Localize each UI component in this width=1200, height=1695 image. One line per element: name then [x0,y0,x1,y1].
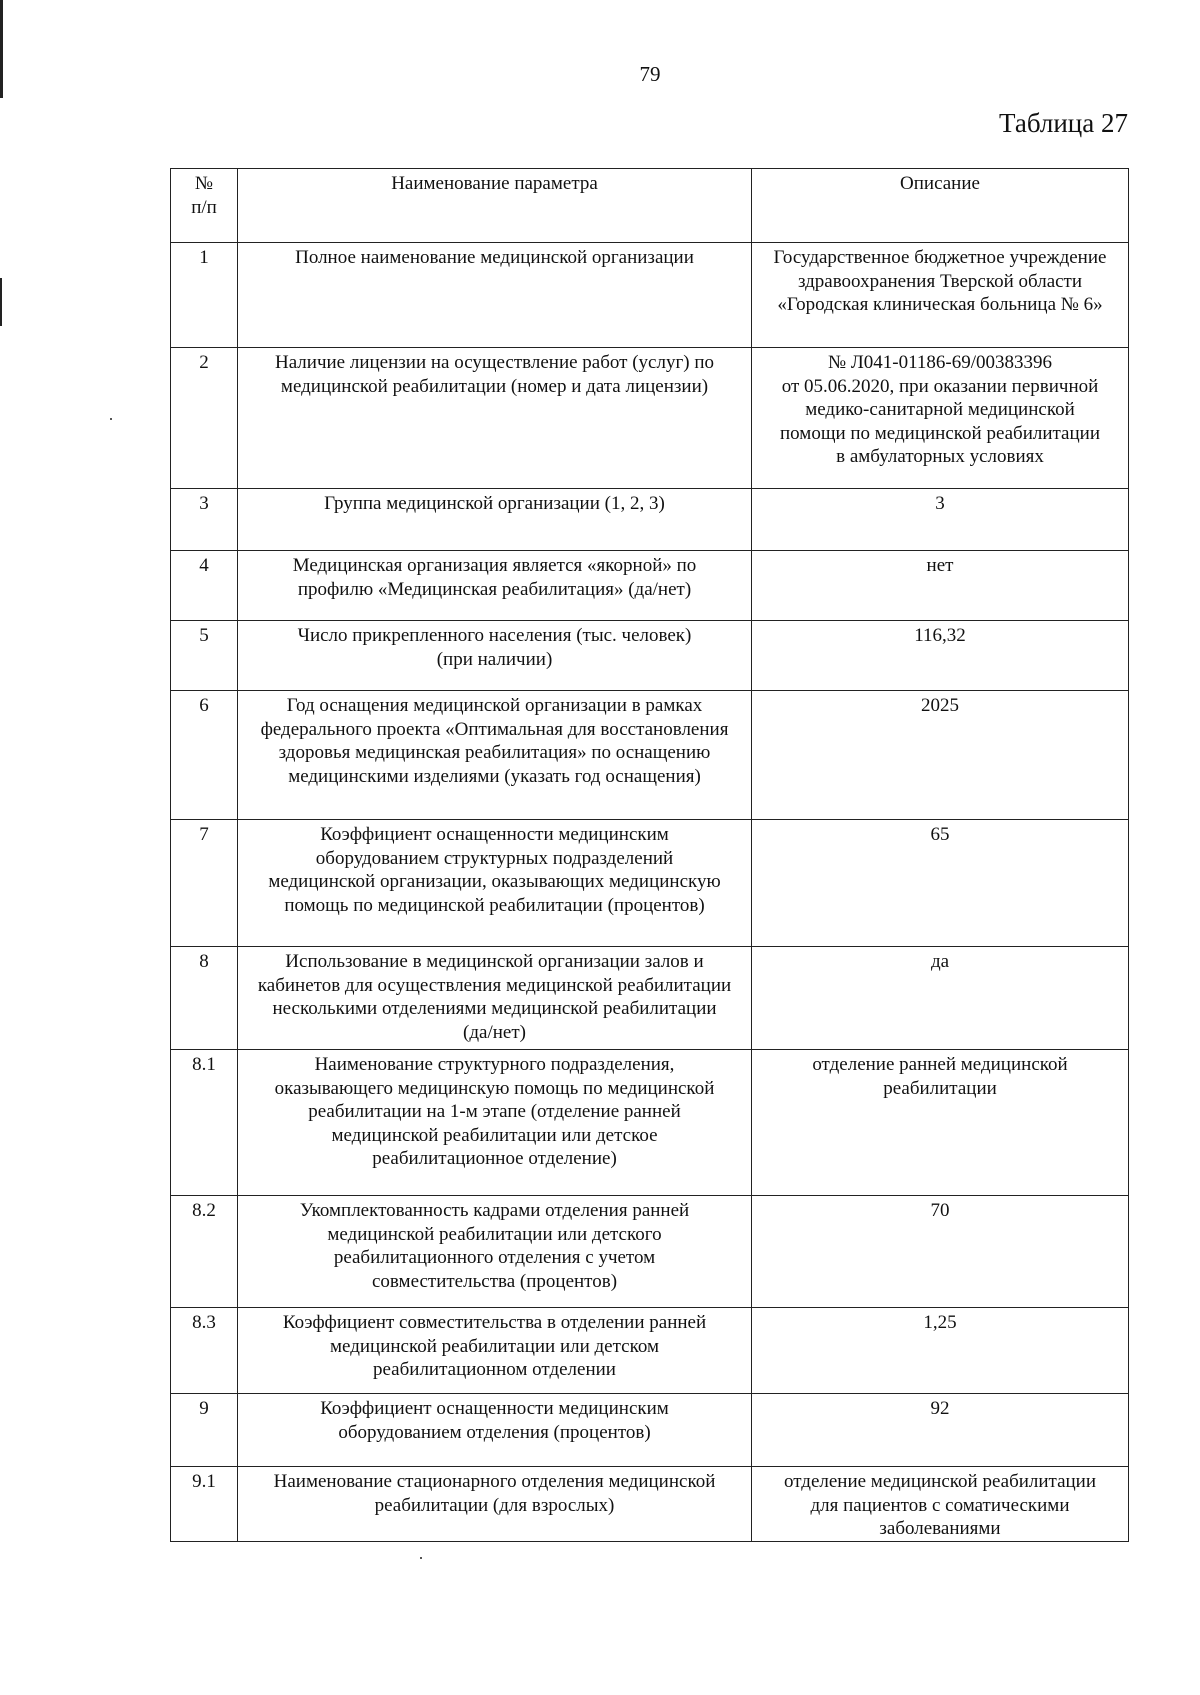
header-number: № п/п [171,169,238,243]
row-description: Государственное бюджетное учреждение здравоохранения Тверской области «Городская клиническая больница № 6» [752,243,1129,348]
row-description: 92 [752,1394,1129,1467]
row-description: 3 [752,489,1129,551]
parameters-table [170,168,1129,1542]
row-parameter-name: Коэффициент оснащенности медицинским оборудованием отделения (процентов) [238,1394,752,1467]
row-parameter-name: Группа медицинской организации (1, 2, 3) [238,489,752,551]
table-row [171,1394,1129,1467]
header-parameter-name: Наименование параметра [238,169,752,243]
row-number: 5 [171,621,238,691]
row-number: 2 [171,348,238,489]
table-row [171,947,1129,1050]
row-description: 116,32 [752,621,1129,691]
row-parameter-name: Число прикрепленного населения (тыс. человек) (при наличии) [238,621,752,691]
row-description: отделение ранней медицинской реабилитации [752,1050,1129,1196]
row-parameter-name: Наименование стационарного отделения медицинской реабилитации (для взрослых) [238,1467,752,1542]
row-description: 1,25 [752,1308,1129,1394]
row-description: нет [752,551,1129,621]
page-number: 79 [639,62,661,86]
row-parameter-name: Наличие лицензии на осуществление работ (услуг) по медицинской реабилитации (номер и дата лицензии) [238,348,752,489]
row-description: 70 [752,1196,1129,1308]
row-number: 8.2 [171,1196,238,1308]
row-parameter-name: Медицинская организация является «якорной» по профилю «Медицинская реабилитация» (да/нет) [238,551,752,621]
scan-speck [420,1557,422,1559]
row-parameter-name: Укомплектованность кадрами отделения ранней медицинской реабилитации или детского реабилитационного отделения с учетом совместительства (процентов) [238,1196,752,1308]
row-number: 8.1 [171,1050,238,1196]
table-row [171,1467,1129,1542]
row-description: да [752,947,1129,1050]
header-description: Описание [752,169,1129,243]
row-number: 8 [171,947,238,1050]
row-number: 6 [171,691,238,820]
row-number: 9.1 [171,1467,238,1542]
table-row [171,1308,1129,1394]
table-row [171,1050,1129,1196]
row-number: 1 [171,243,238,348]
table-row [171,621,1129,691]
table-row [171,489,1129,551]
table-row [171,243,1129,348]
table-caption: Таблица 27 [999,108,1128,138]
row-parameter-name: Полное наименование медицинской организации [238,243,752,348]
row-parameter-name: Коэффициент оснащенности медицинским оборудованием структурных подразделений медицинской организации, оказывающих медицинскую помощь по медицинской реабилитации (процентов) [238,820,752,947]
row-number: 7 [171,820,238,947]
table-row [171,1196,1129,1308]
row-number: 3 [171,489,238,551]
table-row [171,691,1129,820]
row-description: № Л041-01186-69/00383396 от 05.06.2020, при оказании первичной медико-санитарной медицинской помощи по медицинской реабилитации в амбулаторных условиях [752,348,1129,489]
scan-edge-mark-middle [0,278,2,326]
row-parameter-name: Использование в медицинской организации залов и кабинетов для осуществления медицинской реабилитации несколькими отделениями медицинской реабилитации (да/нет) [238,947,752,1050]
row-description: отделение медицинской реабилитации для пациентов с соматическими заболеваниями [752,1467,1129,1542]
row-parameter-name: Наименование структурного подразделения, оказывающего медицинскую помощь по медицинской реабилитации на 1-м этапе (отделение ранней медицинской реабилитации или детское реабилитационное отделение) [238,1050,752,1196]
row-description: 65 [752,820,1129,947]
row-number: 8.3 [171,1308,238,1394]
table-row [171,348,1129,489]
table-header-row [171,169,1129,243]
table-row [171,551,1129,621]
row-number: 9 [171,1394,238,1467]
scan-speck [110,418,112,420]
row-number: 4 [171,551,238,621]
row-parameter-name: Год оснащения медицинской организации в рамках федерального проекта «Оптимальная для восстановления здоровья медицинская реабилитация» по оснащению медицинскими изделиями (указать год оснащения) [238,691,752,820]
row-description: 2025 [752,691,1129,820]
table-row [171,820,1129,947]
row-parameter-name: Коэффициент совместительства в отделении ранней медицинской реабилитации или детском реабилитационном отделении [238,1308,752,1394]
